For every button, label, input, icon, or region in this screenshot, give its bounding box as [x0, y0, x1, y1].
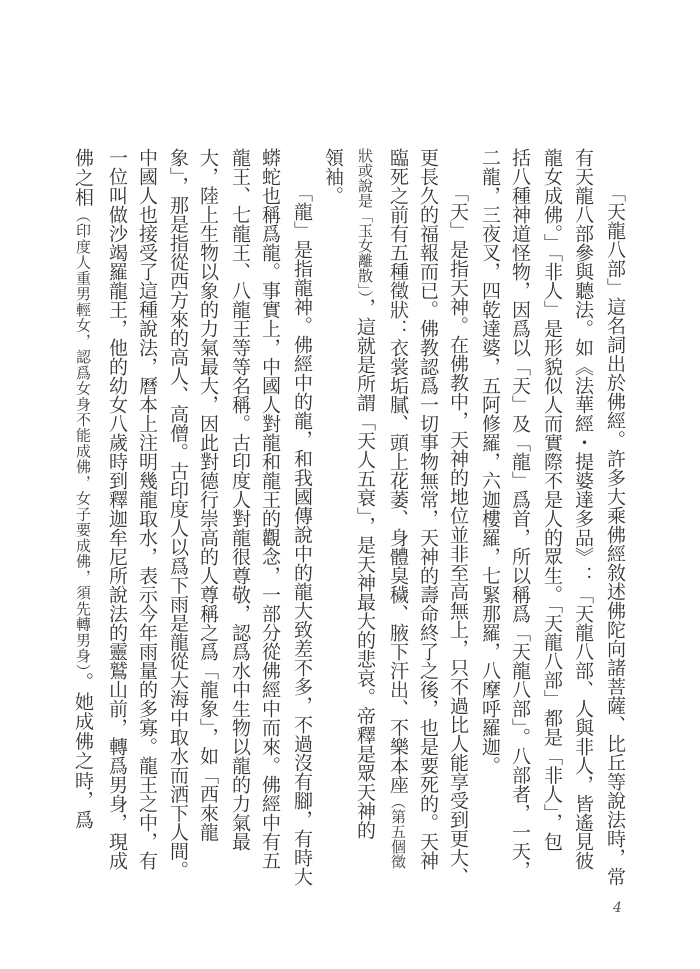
text-column-3	[538, 148, 566, 851]
text-column-2	[569, 148, 597, 870]
annotation-segment: 狀或說是「玉女離散」）	[356, 148, 374, 298]
text-column-12	[256, 148, 284, 870]
page-number: 4	[613, 900, 622, 916]
text-segment: 「天龍八部」這名詞出於佛經。許多大乘佛經敘述佛陀向諸菩薩、比丘等說法時，常	[604, 183, 626, 886]
text-segment: 。她成佛之時，爲	[72, 671, 94, 830]
text-column-16	[133, 148, 161, 870]
text-column-8	[384, 148, 412, 869]
text-segment: ，這就是所謂「天人五衰」，是天神最大的悲哀。帝釋是眾天神的	[354, 298, 376, 840]
text-column-11	[288, 183, 316, 886]
text-segment: 「天」是指天神。在佛教中，天神的地位並非至高無上，只不過比人能享受到更大、	[447, 183, 469, 886]
text-segment: 大，陸上生物以象的力氣最大，因此對德行崇高的人尊稱之爲「龍象」，如「西來龍	[197, 148, 219, 842]
text-segment: 領袖。	[322, 148, 344, 205]
text-segment: 有天龍八部參與聽法。如《法華經・提婆達多品》：「天龍八部、人與非人，皆遙見彼	[572, 148, 594, 870]
text-column-18	[69, 148, 97, 829]
text-column-9	[351, 148, 379, 840]
text-column-4	[506, 148, 534, 880]
text-segment: 「龍」是指龍神。佛經中的龍，和我國傳說中的龍大致差不多，不過沒有腳，有時大	[291, 183, 313, 886]
text-column-7	[414, 148, 442, 870]
text-column-17	[103, 148, 131, 870]
text-segment: 更長久的福報而已。佛教認爲一切事物無常，天神的壽命終了之後，也是要死的。天神	[417, 148, 439, 870]
text-column-13	[226, 148, 254, 851]
text-column-10	[319, 148, 347, 829]
text-column-5	[476, 148, 504, 829]
text-segment: 二龍，三夜叉，四乾達婆，五阿修羅，六迦樓羅，七緊那羅，八摩呼羅迦。	[479, 148, 501, 775]
text-segment: 佛之相	[72, 148, 94, 208]
text-column-15	[164, 148, 192, 880]
text-segment: 蟒蛇也稱爲龍。事實上，中國人對龍和龍王的觀念，一部分從佛經中而來。佛經中有五	[259, 148, 281, 870]
text-column-1	[601, 183, 629, 886]
text-column-6	[444, 183, 472, 886]
text-segment: 一位叫做沙竭羅龍王，他的幼女八歲時到釋迦牟尼所說法的靈鷲山前，轉爲男身，現成	[106, 148, 128, 870]
text-segment: 象」，那是指從西方來的高人、高僧。古印度人以爲下雨是龍從大海中取水而洒下人間。	[167, 148, 189, 880]
text-segment: 括八種神道怪物，因爲以「天」及「龍」爲首，所以稱爲「天龍八部」。八部者，一天，	[509, 148, 531, 880]
text-segment: 龍女成佛。」「非人」是形貌似人而實際不是人的眾生。「天龍八部」都是「非人」，包	[541, 148, 563, 851]
text-segment: 臨死之前有五種徵狀：衣裳垢膩、頭上花萎、身體臭穢、腋下汗出、不樂本座	[387, 148, 409, 794]
annotation-segment: （第五個徵	[389, 794, 407, 869]
text-column-14	[194, 148, 222, 842]
text-segment: 龍王、七龍王、八龍王等等名稱。古印度人對龍很尊敬，認爲水中生物以龍的力氣最	[229, 148, 251, 851]
text-segment: 中國人也接受了這種說法，曆本上注明幾龍取水，表示今年雨量的多寡。龍王之中，有	[136, 148, 158, 870]
annotation-segment: （印度人重男輕女，認爲女身不能成佛，女子要成佛，須先轉男身）	[74, 207, 92, 672]
